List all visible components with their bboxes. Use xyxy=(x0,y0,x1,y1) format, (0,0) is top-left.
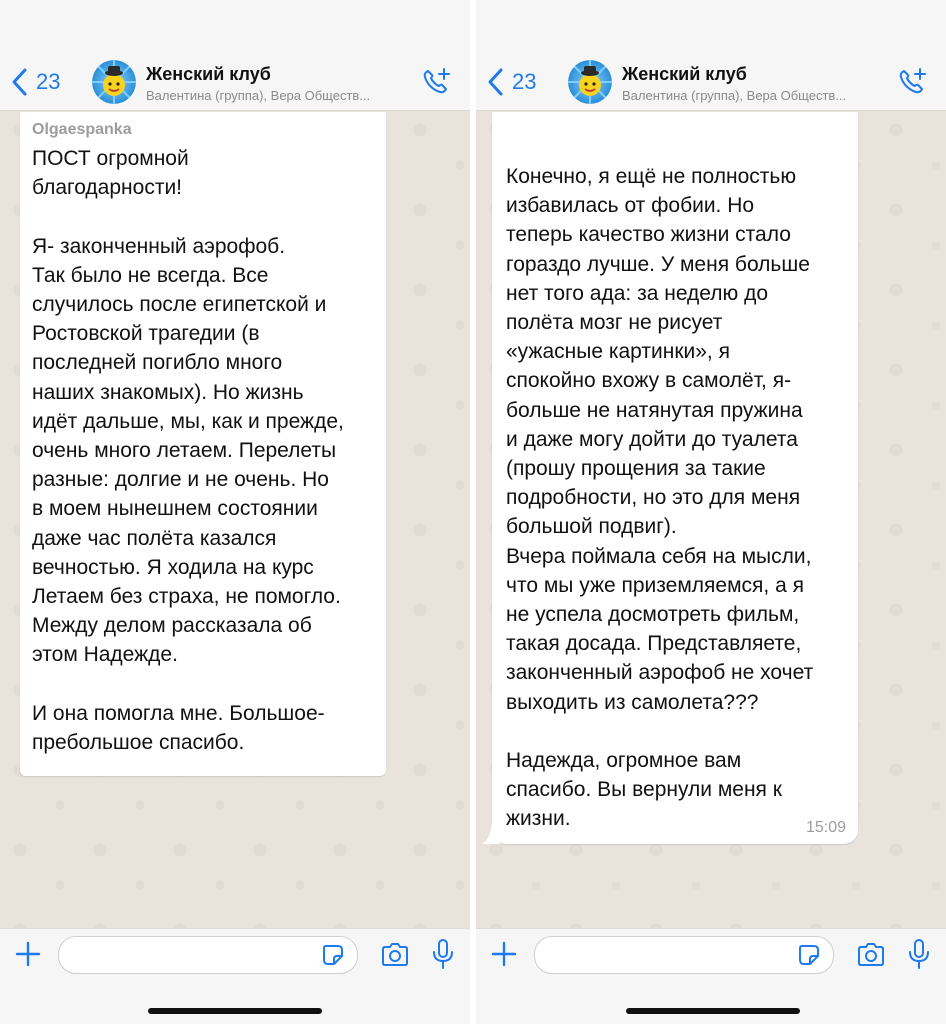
chat-screen-right xyxy=(476,0,946,1024)
camera-icon[interactable] xyxy=(380,940,410,970)
group-avatar[interactable] xyxy=(568,60,612,104)
phone-add-icon[interactable] xyxy=(896,66,928,98)
chat-subtitle[interactable]: Валентина (группа), Вера Обществ... xyxy=(146,88,371,103)
home-indicator[interactable] xyxy=(626,1008,800,1014)
chat-screen-left xyxy=(0,0,470,1024)
home-indicator[interactable] xyxy=(148,1008,322,1014)
message-text: ПОСТ огромной благодарности! Я- законченный аэрофоб. Так было не всегда. Все случилось после египетской и Ростовской трагедии (в последней погибло много наших знакомых). Но жизнь идёт дальше, мы, как и прежде, очень много летаем. Перелеты разные: долгие и не очень. Но в моем нынешнем состоянии даже час полёта казался вечностью. Я ходила на курс Летаем без страха, не помогло. Между делом рассказала об этом Надежде. И она помогла мне. Большое- пребольшое спасибо. xyxy=(32,147,344,755)
chevron-left-icon xyxy=(10,67,30,97)
message-bubble[interactable] xyxy=(20,112,386,776)
plus-icon[interactable] xyxy=(490,940,518,968)
microphone-icon[interactable] xyxy=(906,938,932,970)
chevron-left-icon xyxy=(486,67,506,97)
sticker-icon[interactable] xyxy=(322,944,344,966)
unread-count: 23 xyxy=(36,69,61,94)
unread-count: 23 xyxy=(512,69,537,94)
phone-add-icon[interactable] xyxy=(420,66,452,98)
message-bubble[interactable] xyxy=(492,112,858,844)
back-button[interactable] xyxy=(486,64,536,100)
message-time: 15:09 xyxy=(805,819,846,836)
message-input[interactable] xyxy=(58,936,358,974)
chat-subtitle[interactable]: Валентина (группа), Вера Обществ... xyxy=(622,88,847,103)
chat-header xyxy=(0,0,470,111)
message-sender[interactable]: Olgaespanka xyxy=(32,121,132,138)
group-avatar[interactable] xyxy=(92,60,136,104)
sticker-icon[interactable] xyxy=(798,944,820,966)
chat-title[interactable]: Женский клуб xyxy=(622,64,747,84)
camera-icon[interactable] xyxy=(856,940,886,970)
chat-title[interactable]: Женский клуб xyxy=(146,64,271,84)
plus-icon[interactable] xyxy=(14,940,42,968)
back-button[interactable] xyxy=(10,64,60,100)
chat-header xyxy=(476,0,946,111)
message-text: Конечно, я ещё не полностью избавилась от фобии. Но теперь качество жизни стало гораздо лучше. У меня больше нет того ада: за неделю до полёта мозг не рисует «ужасные картинки», я спокойно вхожу в самолёт, я- больше не натянутая пружина и даже могу дойти до туалета (прошу прощения за такие подробности, но это для меня большой подвиг). Вчера поймала себя на мысли, что мы уже приземляемся, а я не успела досмотреть фильм, такая досада. Представляете, законченный аэрофоб не хочет выходить из самолета??? Надежда, огромное вам спасибо. Вы вернули меня к жизни. xyxy=(506,165,814,831)
bubble-tail xyxy=(480,818,500,844)
message-input[interactable] xyxy=(534,936,834,974)
microphone-icon[interactable] xyxy=(430,938,456,970)
